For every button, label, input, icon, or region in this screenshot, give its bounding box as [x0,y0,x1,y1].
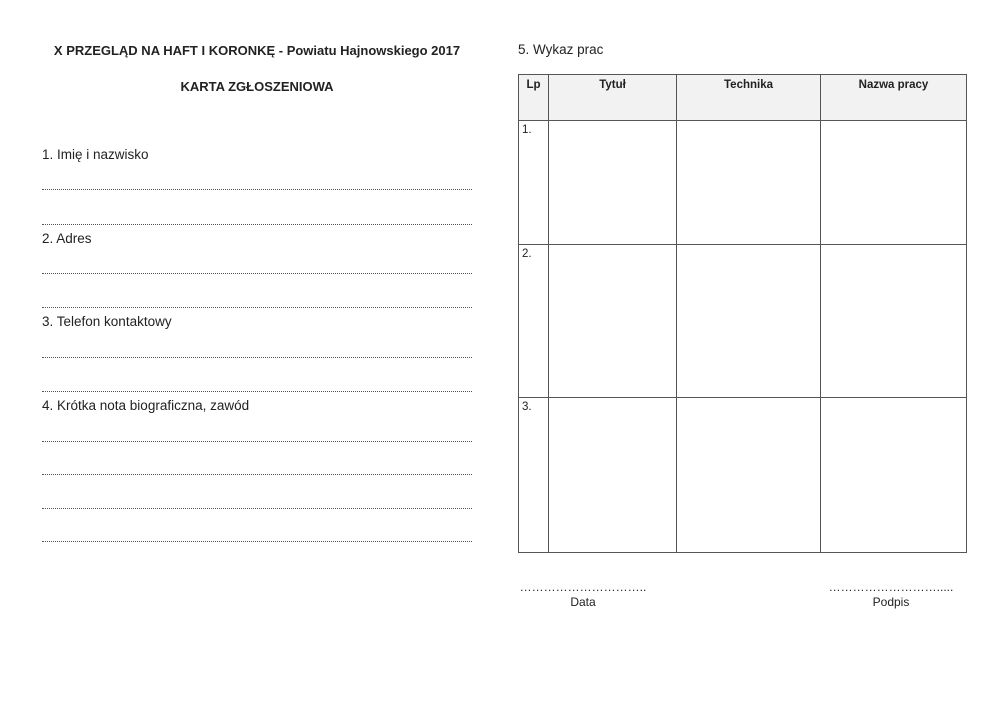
row-number: 3. [522,401,532,413]
date-line[interactable]: ………………………….. [519,580,647,594]
phone-line-2[interactable] [42,391,472,392]
row-number-cell [519,398,549,553]
date-signature-block [518,580,648,609]
row-number-cell [519,245,549,398]
title-cell[interactable] [549,245,677,398]
col-title-header: Tytuł [549,75,677,121]
phone-label: 3. Telefon kontaktowy [42,314,172,329]
work-name-cell[interactable] [821,121,967,245]
row-number: 2. [522,248,532,260]
bio-line-3[interactable] [42,508,472,509]
title-cell[interactable] [549,398,677,553]
table-header-row [519,75,967,121]
technique-cell[interactable] [677,121,821,245]
date-label: Data [570,595,596,609]
table-row [519,398,967,553]
bio-line-4[interactable] [42,541,472,542]
row-number-cell [519,121,549,245]
signature-line[interactable]: ………………………..... [828,580,954,594]
works-table [518,74,967,553]
name-label: 1. Imię i nazwisko [42,147,149,162]
name-line-2[interactable] [42,224,472,225]
name-line-1[interactable] [42,189,472,190]
document-title: X PRZEGLĄD NA HAFT I KORONKĘ - Powiatu Hajnowskiego 2017 [53,43,461,58]
signature-block [828,580,954,609]
row-number: 1. [522,124,532,136]
address-label: 2. Adres [42,231,92,246]
work-name-cell[interactable] [821,245,967,398]
col-lp-header: Lp [519,75,549,121]
col-technique-header: Technika [677,75,821,121]
signature-label: Podpis [872,595,910,609]
works-section-label: 5. Wykaz prac [518,42,604,57]
form-subtitle: KARTA ZGŁOSZENIOWA [180,79,334,94]
technique-cell[interactable] [677,245,821,398]
table-row [519,245,967,398]
address-line-2[interactable] [42,307,472,308]
bio-line-1[interactable] [42,441,472,442]
col-work-name-header: Nazwa pracy [821,75,967,121]
title-cell[interactable] [549,121,677,245]
table-row [519,121,967,245]
bio-label: 4. Krótka nota biograficzna, zawód [42,398,250,413]
technique-cell[interactable] [677,398,821,553]
phone-line-1[interactable] [42,357,472,358]
address-line-1[interactable] [42,273,472,274]
bio-line-2[interactable] [42,474,472,475]
work-name-cell[interactable] [821,398,967,553]
